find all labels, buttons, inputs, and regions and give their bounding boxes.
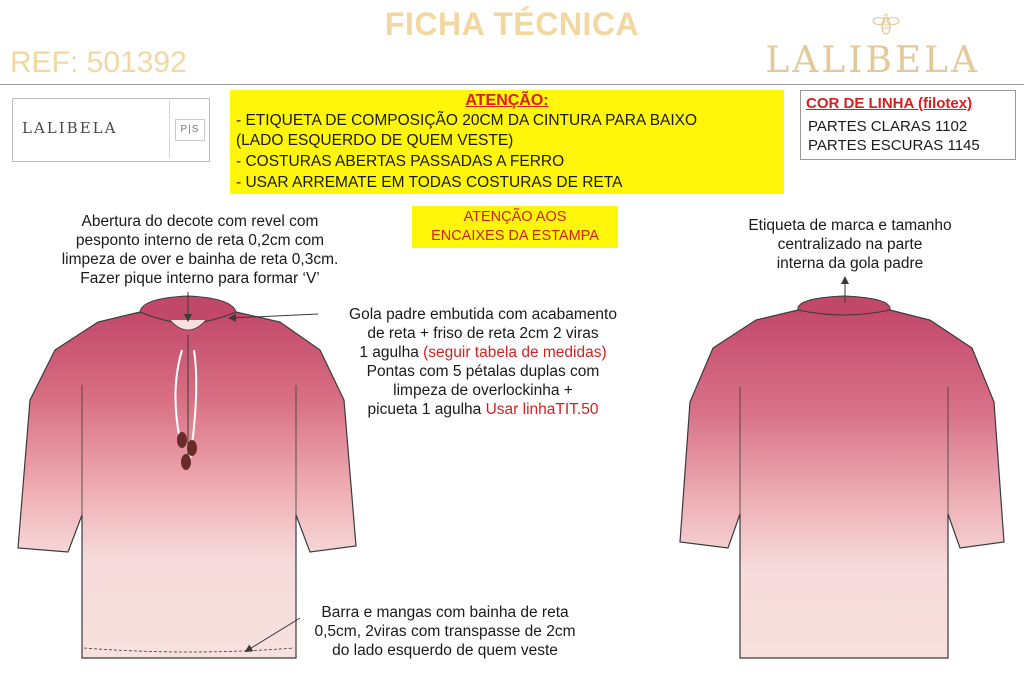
note-line: limpeza de over e bainha de reta 0,3cm.	[61, 251, 339, 268]
thread-color-heading: COR DE LINHA (filotex)	[806, 95, 973, 112]
note-line: Barra e mangas com bainha de reta	[321, 604, 569, 621]
reference-code: REF: 501392	[10, 46, 187, 79]
note-line: interna da gola padre	[776, 255, 924, 272]
note-highlight: (seguir tabela de medidas)	[423, 344, 607, 361]
note-text: picueta 1 agulha	[367, 401, 486, 418]
note-line: do lado esquerdo de quem veste	[332, 642, 558, 659]
hem-arrow	[248, 618, 300, 650]
attention-heading: ATENÇÃO:	[465, 92, 549, 109]
note-line: Etiqueta de marca e tamanho	[748, 217, 952, 234]
attention-line: (LADO ESQUERDO DE QUEM VESTE)	[236, 132, 514, 149]
note-line: Pontas com 5 pétalas duplas com	[366, 363, 600, 380]
note-line: centralizado na parte	[777, 236, 923, 253]
attention-line: - ETIQUETA DE COMPOSIÇÃO 20CM DA CINTURA PARA BAIXO	[236, 112, 698, 129]
label-brand-text: LALIBELA	[22, 119, 118, 137]
print-alert-line: ENCAIXES DA ESTAMPA	[431, 228, 599, 244]
thread-color-line: PARTES CLARAS 1102	[808, 118, 968, 135]
note-highlight: Usar linhaTIT.50	[485, 401, 599, 418]
label-size-tag: P|S	[175, 119, 205, 141]
note-line: 0,5cm, 2viras com transpasse de 2cm	[314, 623, 576, 640]
print-alert-line: ATENÇÃO AOS	[463, 209, 567, 225]
thread-color-line: PARTES ESCURAS 1145	[808, 137, 980, 154]
note-line: Gola padre embutida com acabamento	[349, 306, 617, 323]
page-title: FICHA TÉCNICA	[384, 6, 640, 42]
brand-logo: LALIBELA	[765, 40, 980, 81]
attention-line: - USAR ARREMATE EM TODAS COSTURAS DE RETA	[236, 174, 623, 191]
attention-line: - COSTURAS ABERTAS PASSADAS A FERRO	[236, 153, 565, 170]
note-line: pesponto interno de reta 0,2cm com	[75, 232, 325, 249]
note-line: Abertura do decote com revel com	[81, 213, 319, 230]
note-text: 1 agulha	[359, 344, 424, 361]
note-line: Fazer pique interno para formar ‘V’	[80, 270, 320, 287]
note-line: limpeza de overlockinha +	[393, 382, 573, 399]
collar-arrow	[232, 314, 318, 318]
note-line: de reta + friso de reta 2cm 2 viras	[367, 325, 599, 342]
